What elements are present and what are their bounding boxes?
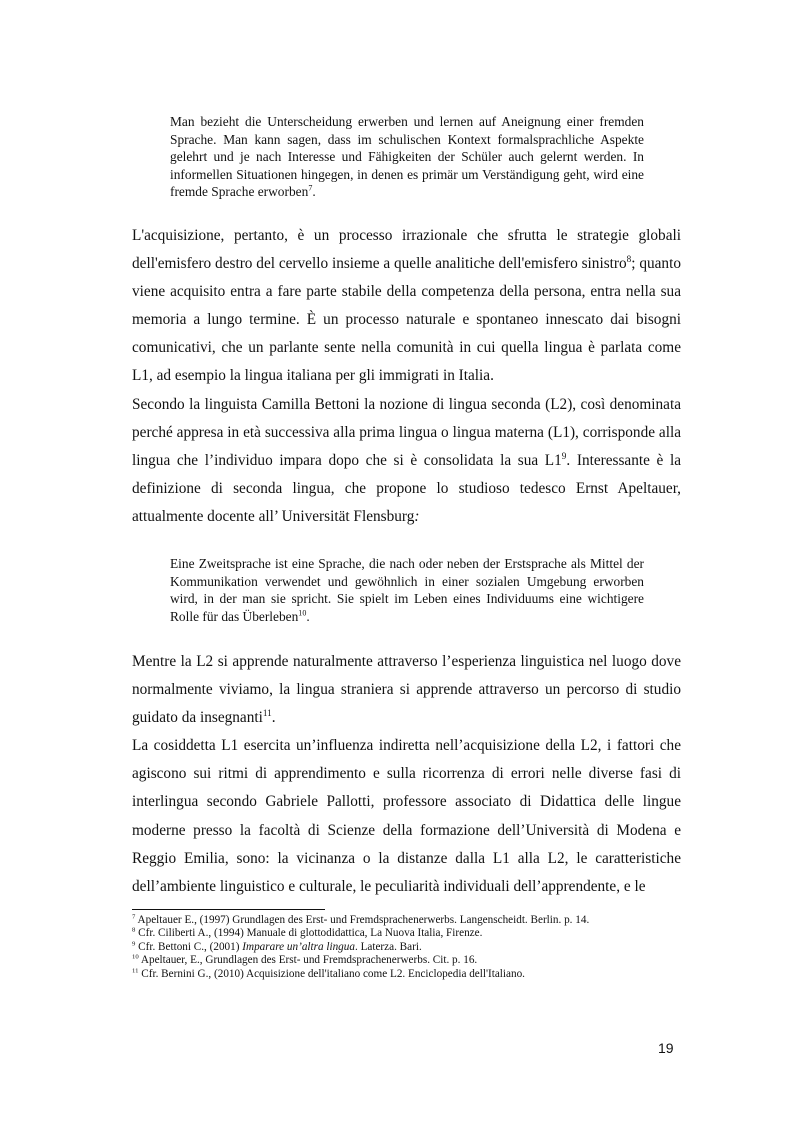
- quote-end: .: [312, 184, 316, 200]
- page-number: 19: [658, 1040, 674, 1056]
- footnote-text: Apeltauer, E., Grundlagen des Erst- und Fremdsprachenerwerbs. Cit. p. 16.: [138, 954, 478, 967]
- paragraph-text: . Interessante è la definizione di seconda lingua, che propone lo studioso tedesco Ernst Apeltauer, attualmente docente all’ Universität Flensburg: [132, 451, 681, 525]
- footnote-ref[interactable]: 8: [626, 254, 632, 264]
- footnote-number: 7: [132, 913, 136, 921]
- quote-text: Eine Zweitsprache ist eine Sprache, die nach oder neben der Erstsprache als Mittel der Kommunikation verwendet und gewöhnlich in einer sozialen Umgebung erworben wird, in der man sie spricht. Sie spielt im Leben eines Individuums eine wichtigere Rolle für das Überleben: [170, 556, 644, 624]
- footnote-ref[interactable]: 9: [561, 450, 567, 461]
- paragraph-colon: :: [414, 507, 420, 525]
- quote-paragraph: [170, 113, 644, 201]
- footnote-text: . Laterza. Bari.: [354, 940, 422, 953]
- footnote-11: [132, 968, 681, 981]
- body-text-lower: [132, 648, 681, 901]
- footnote-ref[interactable]: 10: [298, 608, 307, 618]
- footnote-10: [132, 954, 681, 967]
- quote-paragraph: [170, 555, 644, 625]
- paragraph-text: Mentre la L2 si apprende naturalmente attraverso l’esperienza linguistica nel luogo dove normalmente viviamo, la lingua straniera si apprende attraverso un percorso di studio guidato da insegnanti: [132, 653, 681, 727]
- paragraph-bettoni: [132, 391, 681, 531]
- footnote-title: Imparare un’altra lingua: [242, 940, 355, 953]
- paragraph-text: ; quanto viene acquisito entra a fare parte stabile della competenza della persona, entra nella sua memoria a lungo termine. È un processo naturale e spontaneo innescato dai bisogni comunicativi, che un parlante sente nella comunità in cui quella lingua è parlata come L1, ad esempio la lingua italiana per gli immigrati in Italia.: [132, 255, 681, 385]
- footnote-text: Apeltauer E., (1997) Grundlagen des Erst- und Fremdsprachenerwerbs. Langenscheidt. Berlin. p. 14.: [135, 914, 590, 926]
- footnote-8: [132, 927, 681, 940]
- footnote-separator: [132, 909, 325, 910]
- paragraph-text: Secondo la linguista Camilla Bettoni la nozione di lingua seconda (L2), così denominata perché appresa in età successiva alla prima lingua o lingua materna (L1), corrisponde alla lingua che l’individuo impara dopo che si è consolidata la sua L1: [132, 395, 681, 469]
- quote-end: .: [306, 608, 310, 624]
- footnote-9: [132, 941, 681, 954]
- paragraph-l1-influenza: [132, 732, 681, 901]
- paragraph-acquisizione: [132, 222, 681, 391]
- footnotes: [132, 914, 681, 981]
- paragraph-text: .: [271, 709, 276, 727]
- block-quote-zweitsprache: [170, 555, 644, 625]
- footnote-ref[interactable]: 7: [308, 183, 313, 193]
- paragraph-text: La cosiddetta L1 esercita un’influenza indiretta nell’acquisizione della L2, i fattori che agiscono sui ritmi di apprendimento e sulla ricorrenza di errori nelle diverse fasi di interlingua secondo Gabriele Pallotti, professore associato di Didattica delle lingue moderne presso la facoltà di Scienze della formazione dell’Università di Modena e Reggio Emilia, sono: la vicinanza o la distanze dalla L1 alla L2, le caratteristiche dell’ambiente linguistico e culturale, le peculiarità individuali dell’apprendente, e le: [132, 737, 681, 895]
- footnote-ref[interactable]: 11: [262, 708, 272, 719]
- footnote-number: 10: [132, 953, 139, 961]
- quote-text: Man bezieht die Unterscheidung erwerben und lernen auf Aneignung einer fremden Sprache. Man kann sagen, dass im schulischen Kontext formalsprachliche Aspekte gelehrt und je nach Interesse und Fähigkeiten der Schüler auch gelernt werden. In informellen Situationen hingegen, in denen es primär um Verständigung geht, wird eine fremde Sprache erworben: [170, 114, 644, 200]
- block-quote-erwerben: [170, 113, 644, 201]
- footnote-text: Cfr. Ciliberti A., (1994) Manuale di glottodidattica, La Nuova Italia, Firenze.: [135, 927, 483, 940]
- footnote-number: 8: [132, 926, 136, 934]
- footnote-7: [132, 914, 681, 927]
- paragraph-l2: [132, 648, 681, 732]
- footnote-number: 11: [132, 966, 139, 974]
- body-text-upper: [132, 222, 681, 531]
- paragraph-text: L'acquisizione, pertanto, è un processo irrazionale che sfrutta le strategie globali dell'emisfero destro del cervello insieme a quelle analitiche dell'emisfero sinistro: [132, 227, 681, 273]
- footnote-text: Cfr. Bettoni C., (2001): [135, 940, 243, 953]
- footnote-text: Cfr. Bernini G., (2010) Acquisizione dell'italiano come L2. Enciclopedia dell'Italiano.: [138, 967, 525, 980]
- footnote-number: 9: [132, 940, 136, 948]
